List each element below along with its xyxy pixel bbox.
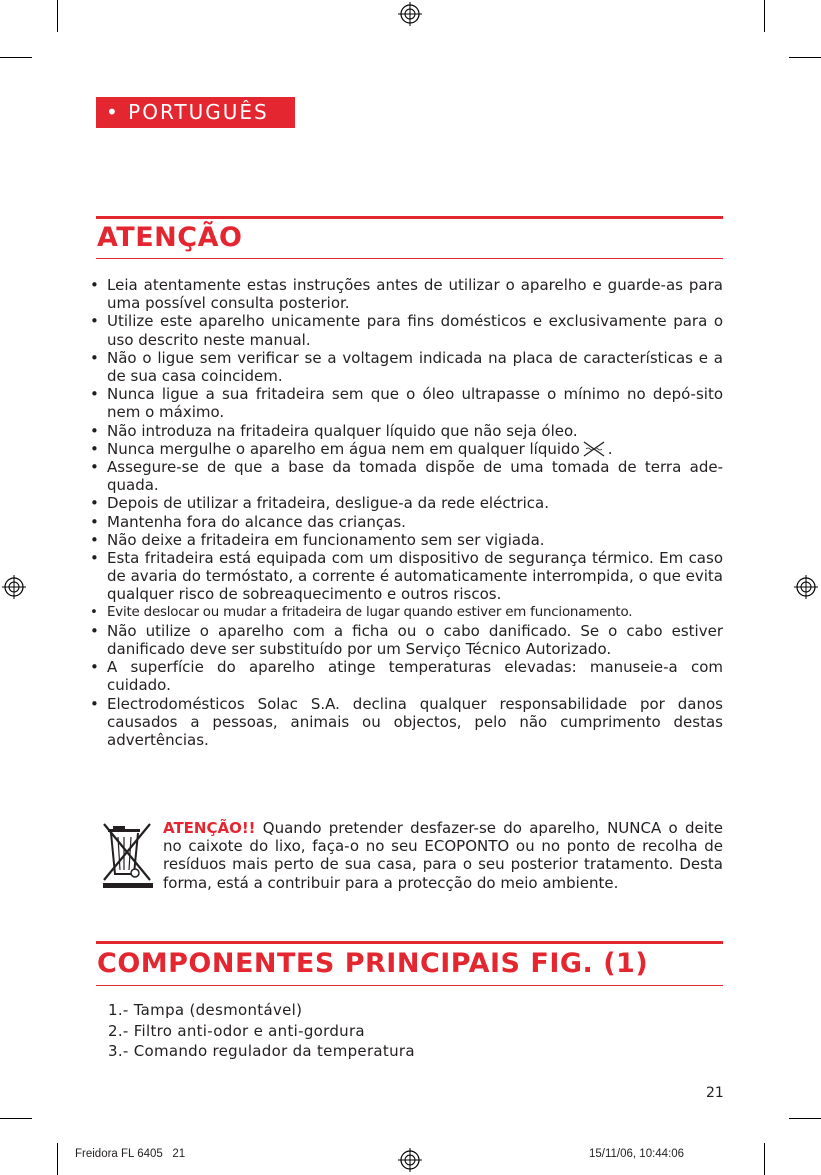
crop-mark <box>764 1143 765 1175</box>
crop-mark <box>764 0 765 32</box>
warning-list <box>89 276 723 749</box>
crop-mark <box>789 1118 821 1119</box>
disposal-notice <box>163 819 723 892</box>
page-number: 21 <box>706 1085 724 1101</box>
list-item: • Esta fritadeira está equipada com um dispositivo de segurança térmico. Em caso de avaria do termóstato, a corrente é automaticamente interrompida, o que evita qualquer risco de sobreaquecimento e outros riscos. <box>89 549 723 604</box>
list-item: 3.- Comando regulador da temperatura <box>108 1042 415 1060</box>
section-title-components: COMPONENTES PRINCIPAIS FIG. (1) <box>97 948 649 979</box>
list-item: • Assegure-se de que a base da tomada dispõe de uma tomada de terra ade-quada. <box>89 458 723 494</box>
list-item: • Não introduza na fritadeira qualquer líquido que não seja óleo. <box>89 422 723 440</box>
list-item-suffix: . <box>607 439 613 458</box>
print-slug-right: 15/11/06, 10:44:06 <box>589 1148 685 1160</box>
crop-mark <box>57 0 58 32</box>
language-tab: • PORTUGUÊS <box>96 97 295 128</box>
list-item: 2.- Filtro anti-odor e anti-gordura <box>108 1021 365 1040</box>
weee-bin-icon <box>102 822 154 888</box>
disposal-text: Quando pretender desfazer-se do aparelho, NUNCA o deite no caixote do lixo, faça-o no seu ECOPONTO ou no ponto de recolha de resíduos mais perto de sua casa, para o seu posterior tratamento. Desta forma, está a contribuir para a protecção do meio ambiente. <box>163 819 723 892</box>
crop-mark <box>0 1118 32 1119</box>
no-immerse-icon <box>583 441 605 457</box>
section-rule <box>96 941 723 944</box>
list-item-text: Nunca mergulhe o aparelho em água nem em qualquer líquido <box>107 439 580 458</box>
section-rule <box>96 216 723 219</box>
list-item: • Depois de utilizar a fritadeira, desligue-a da rede eléctrica. <box>89 494 723 512</box>
list-item: • Evite deslocar ou mudar a fritadeira de lugar quando estiver em funcionamento. <box>89 604 723 622</box>
section-title-attention: ATENÇÃO <box>97 222 243 253</box>
crop-mark <box>789 57 821 58</box>
crop-mark <box>0 57 32 58</box>
section-rule <box>96 258 723 259</box>
components-list <box>108 1000 415 1062</box>
crop-mark <box>57 1143 58 1175</box>
list-item: • Não deixe a fritadeira em funcionamento sem ser vigiada. <box>89 531 723 549</box>
list-item: 1.- Tampa (desmontável) <box>108 1001 303 1019</box>
list-item: • Electrodomésticos Solac S.A. declina qualquer responsabilidade por danos causados a pessoas, animais ou objectos, pelo não cumprimento destas advertências. <box>89 695 723 750</box>
list-item: • Mantenha fora do alcance das crianças. <box>89 513 723 531</box>
registration-mark-icon <box>398 2 422 26</box>
registration-mark-icon <box>794 575 818 599</box>
list-item: • Não utilize o aparelho com a ficha ou o cabo danificado. Se o cabo estiver danificado deve ser substituído por um Serviço Técnico Autorizado. <box>89 622 723 658</box>
list-item: • Nunca ligue a sua fritadeira sem que o óleo ultrapasse o mínimo no depó-sito nem o máximo. <box>89 385 723 421</box>
registration-mark-icon <box>2 575 26 599</box>
disposal-label: ATENÇÃO!! <box>163 819 256 837</box>
list-item: • Utilize este aparelho unicamente para fins domésticos e exclusivamente para o uso descrito neste manual. <box>89 312 723 348</box>
section-rule <box>96 985 723 986</box>
list-item <box>89 440 723 458</box>
list-item: • Não o ligue sem verificar se a voltagem indicada na placa de características e a de sua casa coincidem. <box>89 349 723 385</box>
print-slug-left: Freidora FL 6405 21 <box>75 1148 186 1160</box>
list-item: • A superfície do aparelho atinge temperaturas elevadas: manuseie-a com cuidado. <box>89 658 723 694</box>
list-item: • Leia atentamente estas instruções antes de utilizar o aparelho e guarde-as para uma possível consulta posterior. <box>89 276 723 312</box>
registration-mark-icon <box>398 1148 422 1172</box>
